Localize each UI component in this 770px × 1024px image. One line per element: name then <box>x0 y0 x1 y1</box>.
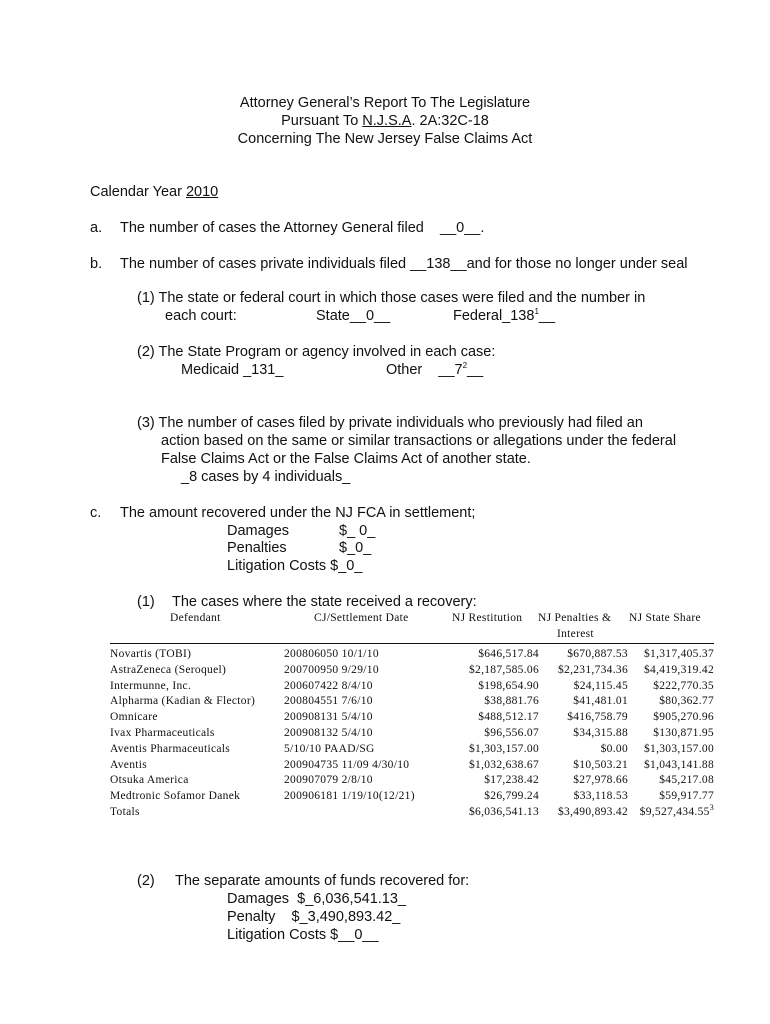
col-header-defendant: Defendant <box>170 612 221 624</box>
cell-state-share: $59,917.77 <box>659 790 714 803</box>
item-b-text: The number of cases private individuals filed __138__and for those no longer under seal <box>120 256 688 272</box>
table-row <box>110 774 714 790</box>
cell-settlement-date: 200908131 5/4/10 <box>284 711 373 724</box>
table-row <box>110 711 714 727</box>
table-row <box>110 648 714 664</box>
cell-penalties: $2,231,734.36 <box>557 663 628 676</box>
calendar-year: Calendar Year 2010 <box>90 184 219 200</box>
cell-restitution: $38,881.76 <box>484 695 539 708</box>
item-b1-line1: (1) The state or federal court in which those cases were filed and the number in <box>137 290 646 306</box>
cell-state-share: $45,217.08 <box>659 774 714 787</box>
cell-settlement-date: 200908132 5/4/10 <box>284 726 373 739</box>
cell-restitution: $2,187,585.06 <box>468 663 539 676</box>
col-header-settlement: CJ/Settlement Date <box>314 612 409 624</box>
cell-settlement-date: 200906181 1/19/10(12/21) <box>284 790 415 803</box>
table-row <box>110 695 714 711</box>
item-a-value: __0__ <box>440 220 481 236</box>
cell-restitution: $646,517.84 <box>478 648 539 660</box>
cell-penalties: $41,481.01 <box>573 695 628 708</box>
col-header-penalties-line2: Interest <box>557 628 594 640</box>
cell-defendant: AstraZeneca (Seroquel) <box>110 663 227 676</box>
cell-defendant: Aventis <box>110 758 148 771</box>
cell-penalties: $10,503.21 <box>573 758 628 771</box>
cell-restitution: $96,556.07 <box>484 726 539 739</box>
report-title-line1: Attorney General’s Report To The Legislature <box>239 95 531 111</box>
item-c-litigation: Litigation Costs $_0_ <box>227 558 363 574</box>
cell-penalties: $34,315.88 <box>573 726 628 739</box>
item-a-text: The number of cases the Attorney General filed __0__. <box>120 220 485 236</box>
item-b2-other: Other $\_\_7^2\_\_$ <box>386 361 484 378</box>
col-header-restitution: NJ Restitution <box>452 612 523 624</box>
cell-defendant: Otsuka America <box>110 774 189 787</box>
cell-state-share: $1,043,141.88 <box>643 758 714 771</box>
cell-settlement-date: 200700950 9/29/10 <box>284 663 379 676</box>
col-header-state-share: NJ State Share <box>629 612 701 624</box>
item-b1-federal: $Federal\_138^1\_\_$ <box>453 307 556 324</box>
cell-restitution: $1,303,157.00 <box>468 742 539 755</box>
item-c1-num: (1) <box>137 594 155 610</box>
totals-label: Totals <box>110 805 140 818</box>
cell-defendant: Novartis (TOBI) <box>110 648 192 660</box>
cell-state-share: $4,419,319.42 <box>643 663 714 676</box>
cell-state-share: $80,362.77 <box>659 695 714 708</box>
table-totals-row <box>110 806 714 822</box>
item-a-letter: a. <box>90 220 103 236</box>
cell-defendant: Ivax Pharmaceuticals <box>110 726 215 739</box>
cell-penalties: $33,118.53 <box>573 790 628 803</box>
totals-penalties: $3,490,893.42 <box>557 805 628 818</box>
cell-penalties: $27,978.66 <box>573 774 628 787</box>
item-c-damages-value: $_ 0_ <box>339 523 376 539</box>
separate-penalty: Penalty $_3,490,893.42_ <box>227 909 401 925</box>
cell-state-share: $222,770.35 <box>653 679 714 692</box>
cell-penalties: $0.00 <box>600 742 628 755</box>
table-row <box>110 759 714 775</box>
cell-defendant: Intermunne, Inc. <box>110 679 192 692</box>
table-row <box>110 743 714 759</box>
item-b2-line1: (2) The State Program or agency involved in each case: <box>137 344 496 360</box>
totals-restitution: $6,036,541.13 <box>468 805 539 818</box>
totals-state-share: $9,527,434.55$^3$ <box>639 803 714 818</box>
cell-defendant: Aventis Pharmaceuticals <box>110 742 231 755</box>
item-c1-text: The cases where the state received a recovery: <box>172 594 477 610</box>
totals-empty <box>284 806 442 822</box>
report-title-line3: Concerning The New Jersey False Claims Act <box>237 131 533 147</box>
cell-restitution: $488,512.17 <box>478 711 539 724</box>
cell-restitution: $26,799.24 <box>484 790 539 803</box>
cell-settlement-date: 200907079 2/8/10 <box>284 774 373 787</box>
item-c2-num: (2) <box>137 873 155 889</box>
item-b3-value: _8 cases by 4 individuals_ <box>181 469 351 485</box>
item-b3-line1: (3) The number of cases filed by private individuals who previously had filed an <box>137 415 643 431</box>
cell-state-share: $905,270.96 <box>653 711 714 724</box>
cell-state-share: $130,871.95 <box>653 726 714 739</box>
cell-settlement-date: 5/10/10 PAAD/SG <box>284 742 375 755</box>
item-b1-line2: each court: <box>165 308 237 324</box>
calendar-year-value: 2010 <box>185 184 219 200</box>
cell-defendant: Medtronic Sofamor Danek <box>110 790 241 803</box>
cell-penalties: $670,887.53 <box>567 648 628 660</box>
cell-restitution: $17,238.42 <box>484 774 539 787</box>
item-b-letter: b. <box>90 256 103 272</box>
item-b3-line2: action based on the same or similar transactions or allegations under the federal <box>161 433 677 449</box>
item-b2-medicaid: Medicaid _131_ <box>181 362 284 378</box>
recovery-table <box>110 648 714 822</box>
table-row <box>110 790 714 806</box>
col-header-penalties: NJ Penalties & <box>538 612 612 624</box>
item-c-text: The amount recovered under the NJ FCA in settlement; <box>120 505 476 521</box>
cell-penalties: $416,758.79 <box>567 711 628 724</box>
item-c-letter: c. <box>90 505 102 521</box>
cell-settlement-date: 200607422 8/4/10 <box>284 679 373 692</box>
cell-restitution: $198,654.90 <box>478 679 539 692</box>
cell-penalties: $24,115.45 <box>573 679 628 692</box>
table-row <box>110 664 714 680</box>
cell-settlement-date: 200804551 7/6/10 <box>284 695 373 708</box>
cell-defendant: Alpharma (Kadian & Flector) <box>110 695 256 708</box>
separate-litigation: Litigation Costs $__0__ <box>227 927 379 943</box>
statute-reference: N.J.S.A <box>362 113 412 129</box>
cell-settlement-date: 200806050 10/1/10 <box>284 648 379 660</box>
table-row <box>110 680 714 696</box>
item-b1-state: State__0__ <box>316 308 391 324</box>
report-title-line2: Pursuant To N.J.S.A. 2A:32C-18 <box>281 113 489 129</box>
cell-restitution: $1,032,638.67 <box>468 758 539 771</box>
separate-damages: Damages $_6,036,541.13_ <box>227 891 406 907</box>
item-c-damages-label: Damages <box>227 523 290 539</box>
table-row <box>110 727 714 743</box>
cell-state-share: $1,317,405.37 <box>643 648 714 660</box>
item-c-penalties-value: $_0_ <box>339 540 372 556</box>
cell-settlement-date: 200904735 11/09 4/30/10 <box>284 758 410 771</box>
cell-state-share: $1,303,157.00 <box>643 742 714 755</box>
item-b3-line3: False Claims Act or the False Claims Act of another state. <box>161 451 531 467</box>
cell-defendant: Omnicare <box>110 711 158 724</box>
item-c-penalties-label: Penalties <box>227 540 287 556</box>
table-header-rule <box>110 643 714 644</box>
item-c2-text: The separate amounts of funds recovered for: <box>175 873 470 889</box>
item-b-value: __138__ <box>410 256 467 272</box>
